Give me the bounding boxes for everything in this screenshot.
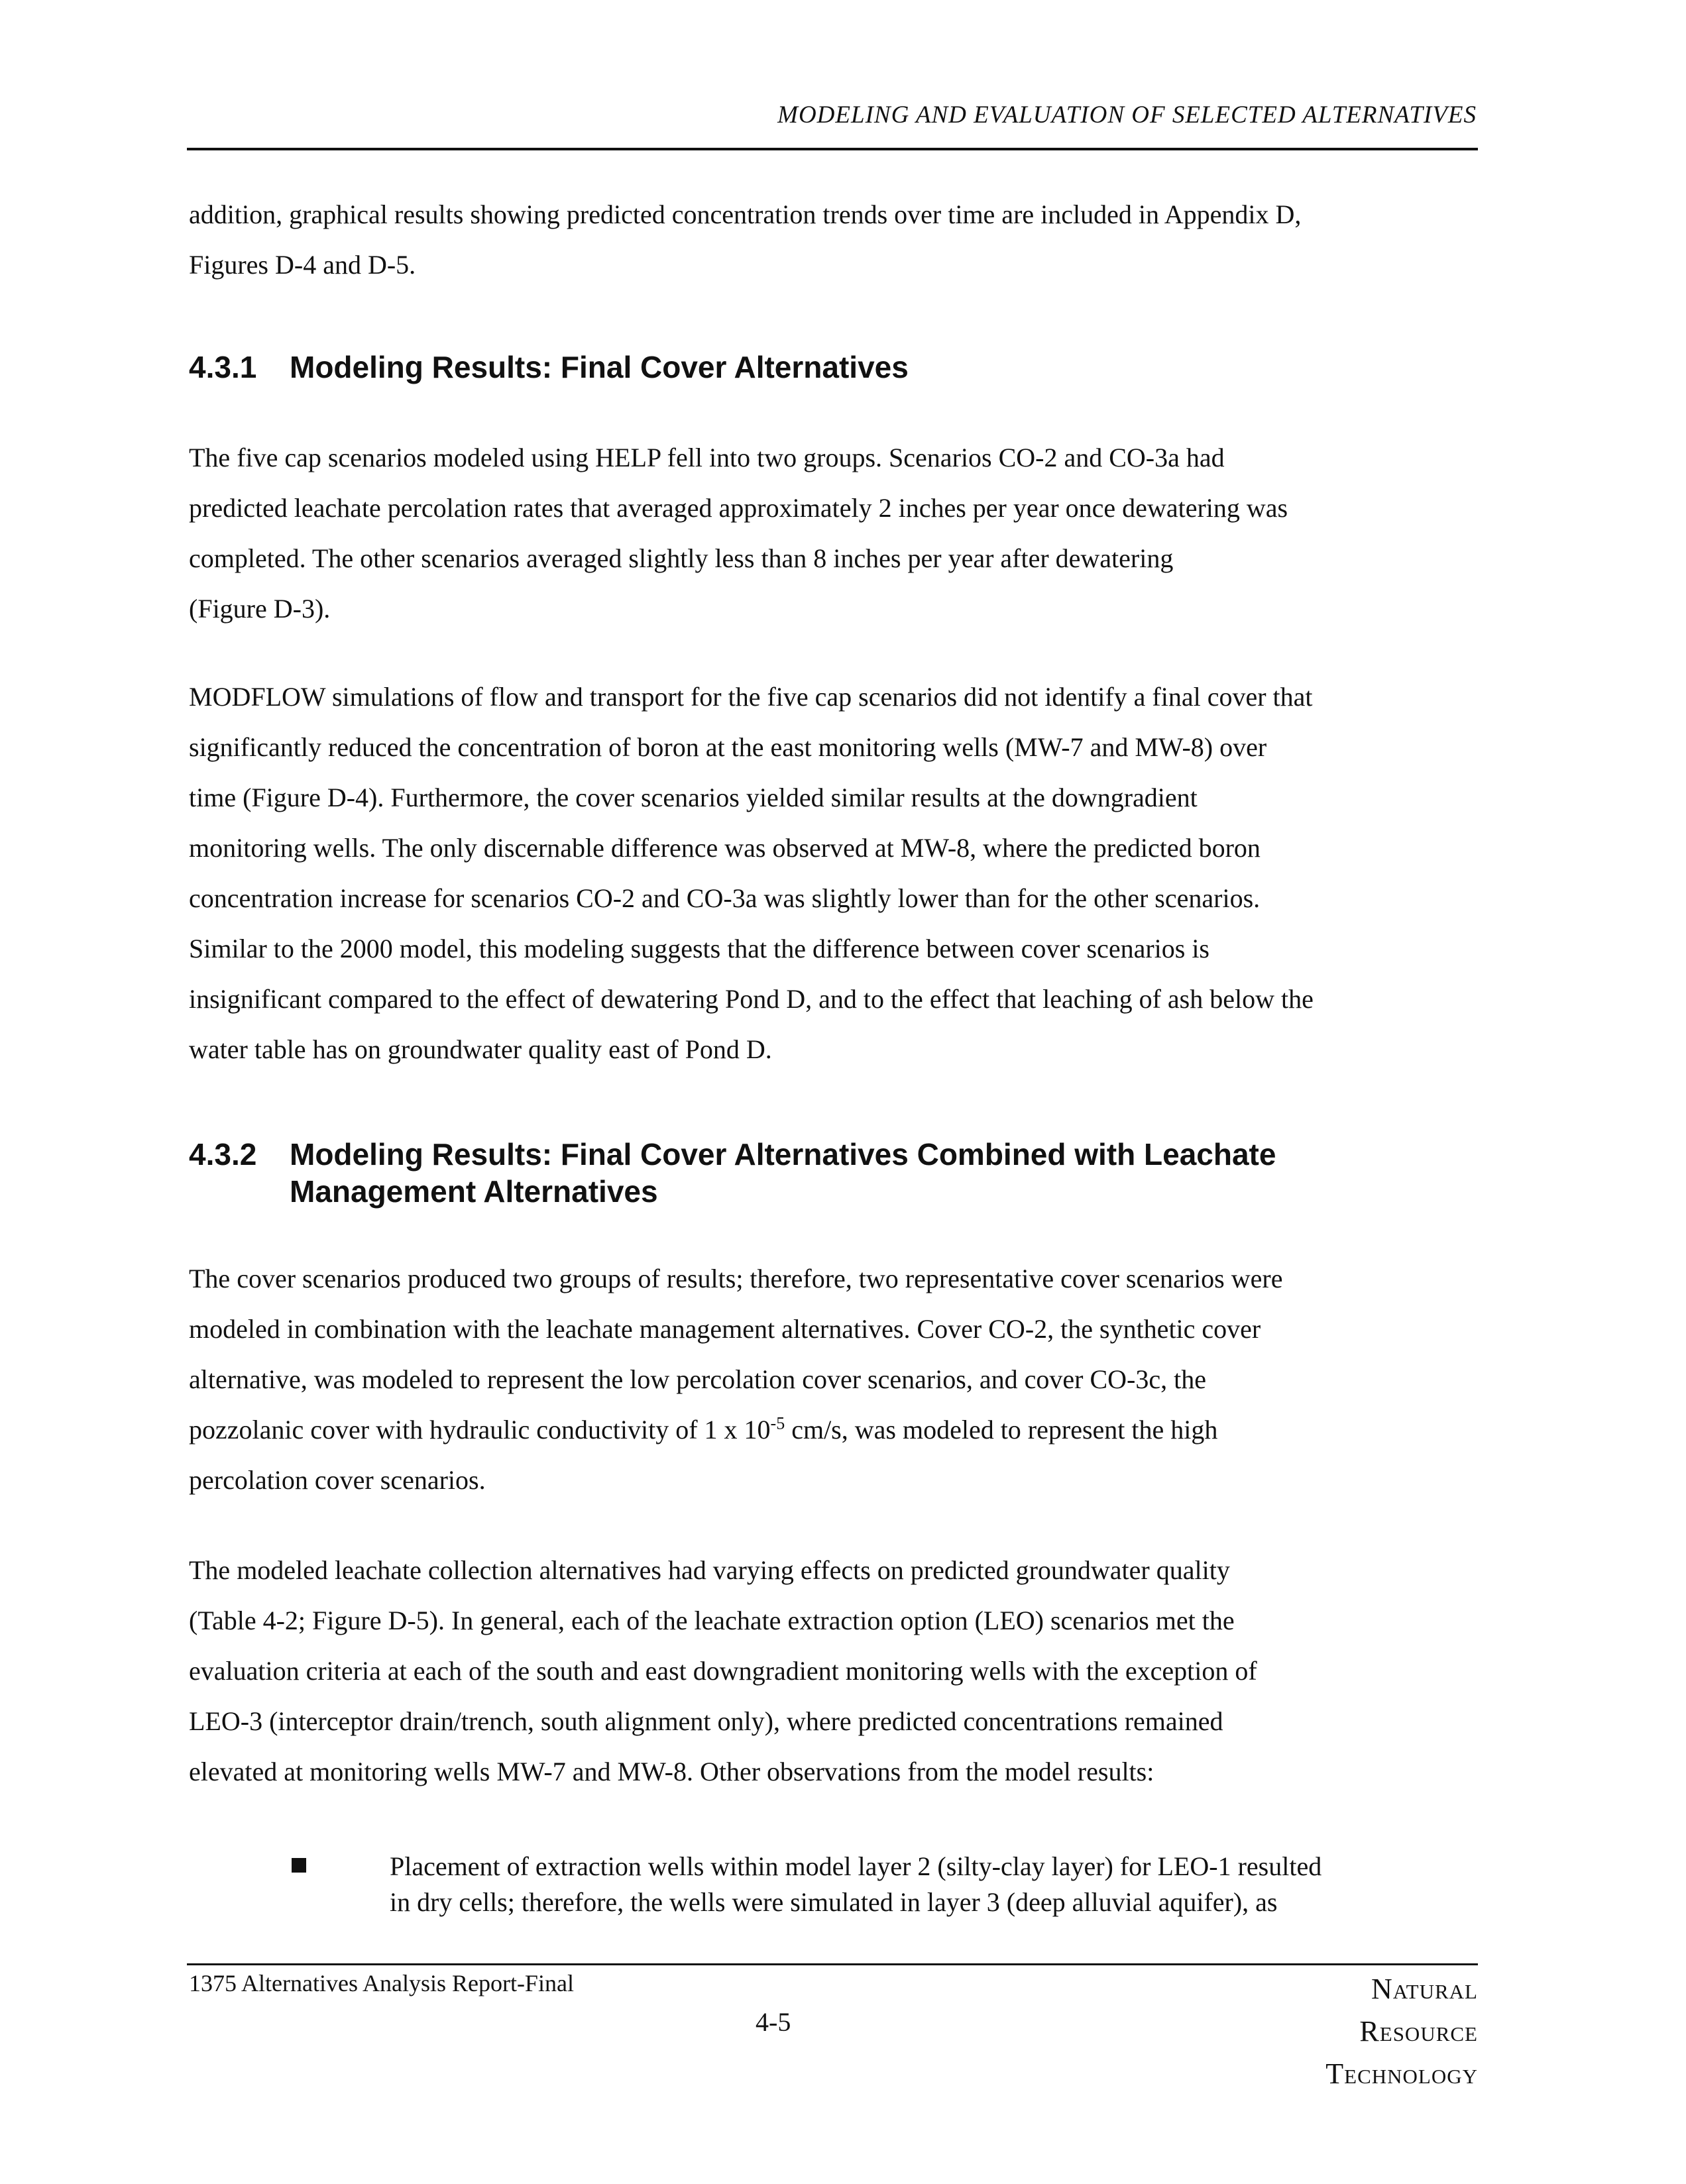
paragraph-line: modeled in combination with the leachate management alternatives. Cover CO-2, the synthetic cover bbox=[189, 1314, 1261, 1344]
section-heading-4-3-1 bbox=[189, 349, 909, 386]
paragraph-line: The five cap scenarios modeled using HELP fell into two groups. Scenarios CO-2 and CO-3a had bbox=[189, 443, 1225, 472]
paragraph-line: completed. The other scenarios averaged slightly less than 8 inches per year after dewatering bbox=[189, 543, 1174, 573]
bullet-line: Placement of extraction wells within model layer 2 (silty-clay layer) for LEO-1 resulted bbox=[390, 1851, 1322, 1881]
paragraph-line: (Table 4-2; Figure D-5). In general, each of the leachate extraction option (LEO) scenarios met the bbox=[189, 1606, 1235, 1635]
footer-document-title: 1375 Alternatives Analysis Report-Final bbox=[189, 1970, 574, 1996]
paragraph-line: insignificant compared to the effect of dewatering Pond D, and to the effect that leaching of ash below the bbox=[189, 984, 1314, 1014]
paragraph-line: percolation cover scenarios. bbox=[189, 1465, 486, 1495]
paragraph-line: concentration increase for scenarios CO-2 and CO-3a was slightly lower than for the other scenarios. bbox=[189, 883, 1261, 913]
paragraph-line: alternative, was modeled to represent the low percolation cover scenarios, and cover CO-3c, the bbox=[189, 1364, 1206, 1394]
bullet-square-icon bbox=[292, 1858, 306, 1873]
paragraph-line: water table has on groundwater quality east of Pond D. bbox=[189, 1034, 772, 1064]
paragraph-line: (Figure D-3). bbox=[189, 594, 331, 624]
page-number: 4-5 bbox=[756, 2007, 791, 2037]
paragraph-line: addition, graphical results showing predicted concentration trends over time are included in Appendix D, bbox=[189, 199, 1302, 229]
paragraph-line: monitoring wells. The only discernable difference was observed at MW-8, where the predicted boron bbox=[189, 833, 1261, 863]
section-heading-4-3-2 bbox=[189, 1136, 1276, 1210]
text-run: cm/s, was modeled to represent the high bbox=[785, 1415, 1218, 1445]
paragraph-line: Figures D-4 and D-5. bbox=[189, 250, 416, 280]
section-4-3-2-paragraph-1 bbox=[189, 1254, 1481, 1505]
paragraph-line bbox=[189, 1405, 1481, 1455]
organization-line: Resource bbox=[1359, 2015, 1478, 2048]
paragraph-line: evaluation criteria at each of the south and east downgradient monitoring wells with the exception of bbox=[189, 1656, 1257, 1686]
paragraph-line: significantly reduced the concentration of boron at the east monitoring wells (MW-7 and MW-8) over bbox=[189, 732, 1267, 762]
paragraph-line: Similar to the 2000 model, this modeling suggests that the difference between cover scenarios is bbox=[189, 934, 1209, 963]
paragraph-line: time (Figure D-4). Furthermore, the cover scenarios yielded similar results at the downgradient bbox=[189, 783, 1198, 812]
intro-paragraph bbox=[189, 190, 1481, 290]
footer-organization bbox=[1325, 1968, 1478, 2095]
organization-line: Technology bbox=[1325, 2057, 1478, 2090]
organization-line: Natural bbox=[1371, 1973, 1478, 2005]
section-4-3-2-paragraph-2 bbox=[189, 1545, 1481, 1797]
paragraph-line: predicted leachate percolation rates that averaged approximately 2 inches per year once dewatering was bbox=[189, 493, 1288, 523]
paragraph-line: LEO-3 (interceptor drain/trench, south alignment only), where predicted concentrations remained bbox=[189, 1706, 1223, 1736]
bullet-text bbox=[390, 1849, 1321, 1920]
text-run: pozzolanic cover with hydraulic conductivity of 1 x 10 bbox=[189, 1415, 771, 1445]
section-4-3-1-paragraph-1 bbox=[189, 433, 1481, 634]
section-title: Modeling Results: Final Cover Alternatives Combined with Leachate bbox=[290, 1137, 1276, 1172]
paragraph-line: MODFLOW simulations of flow and transport for the five cap scenarios did not identify a final cover that bbox=[189, 682, 1313, 712]
paragraph-line: The modeled leachate collection alternatives had varying effects on predicted groundwater quality bbox=[189, 1555, 1230, 1585]
section-number: 4.3.1 bbox=[189, 350, 257, 384]
bullet-line: in dry cells; therefore, the wells were simulated in layer 3 (deep alluvial aquifer), as bbox=[390, 1887, 1278, 1917]
section-title-continued: Management Alternatives bbox=[290, 1174, 658, 1209]
paragraph-line: elevated at monitoring wells MW-7 and MW-8. Other observations from the model results: bbox=[189, 1757, 1154, 1786]
section-number: 4.3.2 bbox=[189, 1137, 257, 1172]
section-title: Modeling Results: Final Cover Alternatives bbox=[290, 350, 909, 384]
exponent: -5 bbox=[770, 1413, 785, 1433]
section-4-3-1-paragraph-2 bbox=[189, 672, 1481, 1075]
paragraph-line: The cover scenarios produced two groups of results; therefore, two representative cover scenarios were bbox=[189, 1264, 1283, 1293]
footer-rule bbox=[187, 1963, 1478, 1965]
running-header: MODELING AND EVALUATION OF SELECTED ALTERNATIVES bbox=[777, 101, 1477, 129]
header-rule bbox=[187, 148, 1478, 150]
